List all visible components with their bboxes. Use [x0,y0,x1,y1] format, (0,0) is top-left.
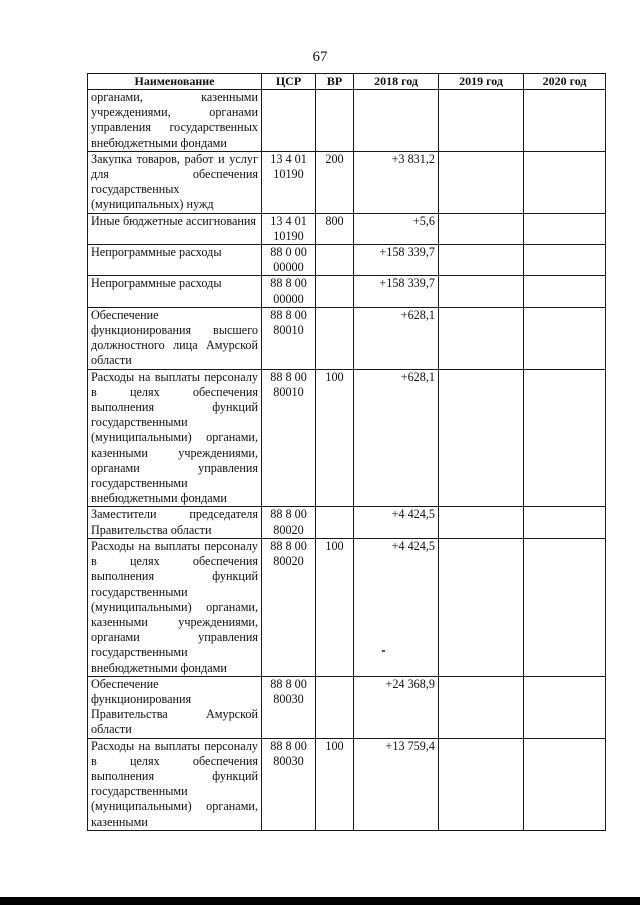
cell-y2020 [524,738,606,830]
cell-y2019 [439,538,524,676]
cell-csr: 88 8 00 00000 [262,276,316,307]
table-header-row [88,74,606,90]
cell-y2019 [439,213,524,244]
table-row [88,538,606,676]
cell-vr: 800 [316,213,354,244]
cell-y2020 [524,369,606,507]
cell-y2018: +13 759,4 [354,738,439,830]
cell-csr: 13 4 01 10190 [262,213,316,244]
table-body [88,90,606,831]
cell-name: Расходы на выплаты персоналу в целях обеспечения выполнения функций государственными (муниципальными) органами, казенными [88,738,262,830]
budget-table [87,73,606,831]
cell-y2018: +5,6 [354,213,439,244]
page-number: 67 [312,49,328,65]
cell-vr [316,507,354,538]
cell-vr [316,90,354,152]
cell-csr: 88 8 00 80010 [262,307,316,369]
table-row [88,369,606,507]
header-2019: 2019 год [439,74,524,90]
cell-csr: 88 8 00 80020 [262,538,316,676]
cell-y2020 [524,676,606,738]
cell-y2020 [524,507,606,538]
cell-name: Обеспечение функционирования высшего должностного лица Амурской области [88,307,262,369]
table-row [88,676,606,738]
cell-y2020 [524,245,606,276]
scan-speck [382,650,385,652]
table-row [88,307,606,369]
cell-y2020 [524,538,606,676]
header-2020: 2020 год [524,74,606,90]
cell-vr: 100 [316,738,354,830]
table-row [88,276,606,307]
table-row [88,213,606,244]
cell-y2019 [439,276,524,307]
scan-bottom-edge [0,897,640,905]
cell-y2018: +4 424,5 [354,507,439,538]
cell-csr: 13 4 01 10190 [262,151,316,213]
header-vr: ВР [316,74,354,90]
table-row [88,738,606,830]
cell-y2019 [439,507,524,538]
cell-name: Закупка товаров, работ и услуг для обеспечения государственных (муниципальных) нужд [88,151,262,213]
cell-name: органами, казенными учреждениями, органами управления государственных внебюджетными фондами [88,90,262,152]
header-2018: 2018 год [354,74,439,90]
header-name: Наименование [88,74,262,90]
cell-name: Заместители председателя Правительства области [88,507,262,538]
cell-name: Непрограммные расходы [88,245,262,276]
header-csr: ЦСР [262,74,316,90]
cell-y2020 [524,276,606,307]
cell-y2018: +158 339,7 [354,245,439,276]
cell-csr: 88 8 00 80030 [262,738,316,830]
cell-y2019 [439,151,524,213]
cell-y2018: +158 339,7 [354,276,439,307]
cell-y2018: +3 831,2 [354,151,439,213]
cell-vr [316,676,354,738]
cell-csr: 88 8 00 80020 [262,507,316,538]
cell-y2019 [439,738,524,830]
cell-vr: 100 [316,369,354,507]
table-row [88,90,606,152]
cell-y2018 [354,90,439,152]
cell-csr [262,90,316,152]
cell-name: Обеспечение функционирования Правительства Амурской области [88,676,262,738]
cell-y2018: +4 424,5 [354,538,439,676]
cell-y2019 [439,307,524,369]
cell-y2019 [439,245,524,276]
cell-y2019 [439,90,524,152]
cell-y2020 [524,213,606,244]
table-row [88,151,606,213]
cell-y2019 [439,676,524,738]
cell-y2018: +24 368,9 [354,676,439,738]
cell-vr [316,276,354,307]
cell-y2020 [524,90,606,152]
cell-y2020 [524,307,606,369]
table-row [88,507,606,538]
cell-y2018: +628,1 [354,369,439,507]
cell-y2019 [439,369,524,507]
cell-name: Иные бюджетные ассигнования [88,213,262,244]
table-row [88,245,606,276]
cell-vr: 100 [316,538,354,676]
cell-name: Расходы на выплаты персоналу в целях обеспечения выполнения функций государственными (муниципальными) органами, казенными учреждениями, органами управления государственными внебюджетными фондами [88,369,262,507]
cell-vr [316,307,354,369]
cell-csr: 88 8 00 80030 [262,676,316,738]
cell-name: Расходы на выплаты персоналу в целях обеспечения выполнения функций государственными (муниципальными) органами, казенными учреждениями, органами управления государственными внебюджетными фондами [88,538,262,676]
cell-csr: 88 0 00 00000 [262,245,316,276]
cell-y2020 [524,151,606,213]
cell-vr [316,245,354,276]
cell-vr: 200 [316,151,354,213]
cell-csr: 88 8 00 80010 [262,369,316,507]
cell-y2018: +628,1 [354,307,439,369]
cell-name: Непрограммные расходы [88,276,262,307]
